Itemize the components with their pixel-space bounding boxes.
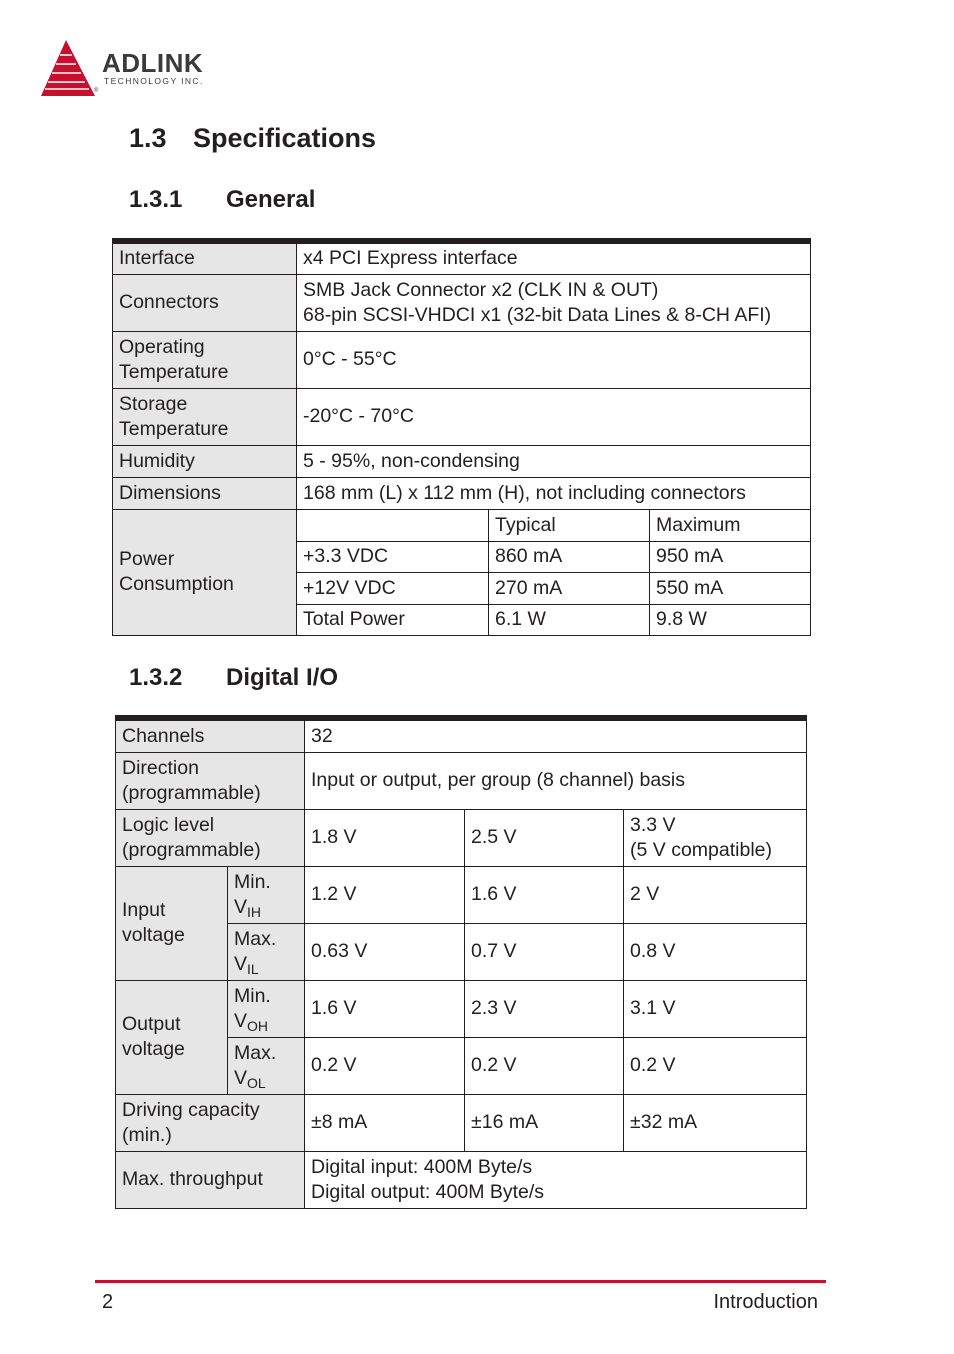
power-label-line2: Consumption: [119, 573, 234, 595]
vol-value-1: 0.2 V: [305, 1037, 465, 1094]
vil-value-3: 0.8 V: [624, 923, 807, 980]
interface-value: x4 PCI Express interface: [297, 241, 811, 274]
power-header-blank: [297, 509, 489, 541]
power-total-typical: 6.1 W: [489, 604, 650, 635]
logic-level-3v3: [624, 809, 807, 866]
table-row: [116, 1151, 807, 1208]
section-number: 1.3: [129, 123, 167, 153]
general-number: 1.3.1: [129, 186, 183, 213]
voh-value-2: 2.3 V: [465, 980, 624, 1037]
table-row: [113, 241, 811, 274]
power-label-line1: Power: [119, 548, 175, 570]
table-row: [113, 274, 811, 331]
driving-capacity-label-line2: (min.): [122, 1123, 172, 1146]
general-heading: [129, 186, 315, 214]
voh-subscript: OH: [247, 1017, 269, 1034]
power-header-maximum: Maximum: [650, 509, 811, 541]
power-max-3v3: 950 mA: [650, 541, 811, 572]
input-voltage-label-line2: voltage: [122, 924, 185, 946]
driving-capacity-label: [116, 1094, 305, 1151]
logic-level-label: [116, 809, 305, 866]
vol-value-3: 0.2 V: [624, 1037, 807, 1094]
table-row: [113, 388, 811, 445]
logic-level-2v5: 2.5 V: [465, 809, 624, 866]
digital-io-title: Digital I/O: [226, 664, 339, 691]
input-voltage-label: [116, 866, 228, 980]
power-total-max: 9.8 W: [650, 604, 811, 635]
max-throughput-output: Digital output: 400M Byte/s: [311, 1180, 545, 1203]
vil-value-1: 0.63 V: [305, 923, 465, 980]
power-total-label: Total Power: [297, 604, 489, 635]
logic-level-1v8: 1.8 V: [305, 809, 465, 866]
vih-label: [228, 866, 305, 923]
output-voltage-label-line1: Output: [122, 1013, 181, 1035]
power-typical-12v: 270 mA: [489, 572, 650, 604]
section-heading: [129, 122, 376, 154]
vol-symbol: V: [234, 1066, 248, 1089]
table-row: [116, 866, 807, 923]
operating-temp-label-line2: Temperature: [119, 360, 229, 383]
logo-wordmark: ADLINK: [102, 48, 204, 78]
power-rail-3v3: +3.3 VDC: [297, 541, 489, 572]
vih-value-1: 1.2 V: [305, 866, 465, 923]
power-max-12v: 550 mA: [650, 572, 811, 604]
driving-capacity-value-1: ±8 mA: [305, 1094, 465, 1151]
output-voltage-label-line2: voltage: [122, 1038, 185, 1060]
max-throughput-label: Max. throughput: [116, 1151, 305, 1208]
vih-value-3: 2 V: [624, 866, 807, 923]
power-label: [113, 509, 297, 635]
logo-registered-mark: ®: [94, 88, 99, 94]
direction-label-line1: Direction: [122, 756, 199, 779]
operating-temp-label: [113, 331, 297, 388]
section-title: Specifications: [193, 123, 377, 153]
table-row: [116, 980, 807, 1037]
vil-value-2: 0.7 V: [465, 923, 624, 980]
digital-io-heading: [129, 664, 338, 692]
output-voltage-label: [116, 980, 228, 1094]
direction-value: Input or output, per group (8 channel) basis: [305, 752, 807, 809]
logic-level-3v3-value: 3.3 V: [630, 813, 676, 836]
digital-io-spec-table: [115, 715, 807, 1209]
vih-min-text: Min.: [234, 870, 271, 893]
max-throughput-input: Digital input: 400M Byte/s: [311, 1155, 533, 1178]
vol-value-2: 0.2 V: [465, 1037, 624, 1094]
driving-capacity-label-line1: Driving capacity: [122, 1098, 260, 1121]
direction-label: [116, 752, 305, 809]
adlink-triangle-icon: [38, 38, 100, 100]
driving-capacity-value-3: ±32 mA: [624, 1094, 807, 1151]
footer-section-name: Introduction: [713, 1291, 818, 1313]
connectors-value: [297, 274, 811, 331]
input-voltage-label-line1: Input: [122, 899, 166, 921]
vil-symbol: V: [234, 952, 248, 975]
power-header-typical: Typical: [489, 509, 650, 541]
vol-label: [228, 1037, 305, 1094]
channels-label: Channels: [116, 718, 305, 752]
logic-level-label-line2: (programmable): [122, 838, 261, 861]
footer-divider: [95, 1280, 826, 1283]
logo-subtitle: TECHNOLOGY INC.: [104, 76, 204, 86]
channels-value: 32: [305, 718, 807, 752]
voh-value-1: 1.6 V: [305, 980, 465, 1037]
connectors-label: Connectors: [113, 274, 297, 331]
logic-level-3v3-note: (5 V compatible): [630, 838, 772, 861]
storage-temp-label: [113, 388, 297, 445]
storage-temp-label-line2: Temperature: [119, 417, 229, 440]
vol-subscript: OL: [247, 1074, 266, 1091]
dimensions-label: Dimensions: [113, 477, 297, 509]
direction-label-line2: (programmable): [122, 781, 261, 804]
voh-value-3: 3.1 V: [624, 980, 807, 1037]
power-rail-12v: +12V VDC: [297, 572, 489, 604]
operating-temp-value: 0°C - 55°C: [297, 331, 811, 388]
humidity-label: Humidity: [113, 445, 297, 477]
storage-temp-value: -20°C - 70°C: [297, 388, 811, 445]
page-number: 2: [102, 1291, 114, 1313]
connectors-value-line2: 68-pin SCSI-VHDCI x1 (32-bit Data Lines & 8-CH AFI): [303, 303, 772, 326]
max-throughput-value: [305, 1151, 807, 1208]
dimensions-value: 168 mm (L) x 112 mm (H), not including connectors: [297, 477, 811, 509]
general-title: General: [226, 186, 316, 213]
operating-temp-label-line1: Operating: [119, 335, 205, 358]
voh-symbol: V: [234, 1009, 248, 1032]
interface-label: Interface: [113, 241, 297, 274]
table-row: [116, 752, 807, 809]
storage-temp-label-line1: Storage: [119, 392, 188, 415]
digital-io-number: 1.3.2: [129, 664, 183, 691]
adlink-logo: [38, 38, 238, 100]
vih-subscript: IH: [247, 903, 262, 920]
vih-value-2: 1.6 V: [465, 866, 624, 923]
table-row: [113, 445, 811, 477]
vil-subscript: IL: [247, 960, 259, 977]
vil-max-text: Max.: [234, 927, 277, 950]
table-row: [113, 509, 811, 541]
power-typical-3v3: 860 mA: [489, 541, 650, 572]
table-row: [116, 1094, 807, 1151]
general-spec-table: [112, 238, 811, 636]
vih-symbol: V: [234, 895, 248, 918]
humidity-value: 5 - 95%, non-condensing: [297, 445, 811, 477]
vol-max-text: Max.: [234, 1041, 277, 1064]
logic-level-label-line1: Logic level: [122, 813, 215, 836]
table-row: [113, 477, 811, 509]
connectors-value-line1: SMB Jack Connector x2 (CLK IN & OUT): [303, 278, 659, 301]
vil-label: [228, 923, 305, 980]
table-row: [116, 718, 807, 752]
voh-label: [228, 980, 305, 1037]
table-row: [116, 809, 807, 866]
voh-min-text: Min.: [234, 984, 271, 1007]
driving-capacity-value-2: ±16 mA: [465, 1094, 624, 1151]
table-row: [113, 331, 811, 388]
